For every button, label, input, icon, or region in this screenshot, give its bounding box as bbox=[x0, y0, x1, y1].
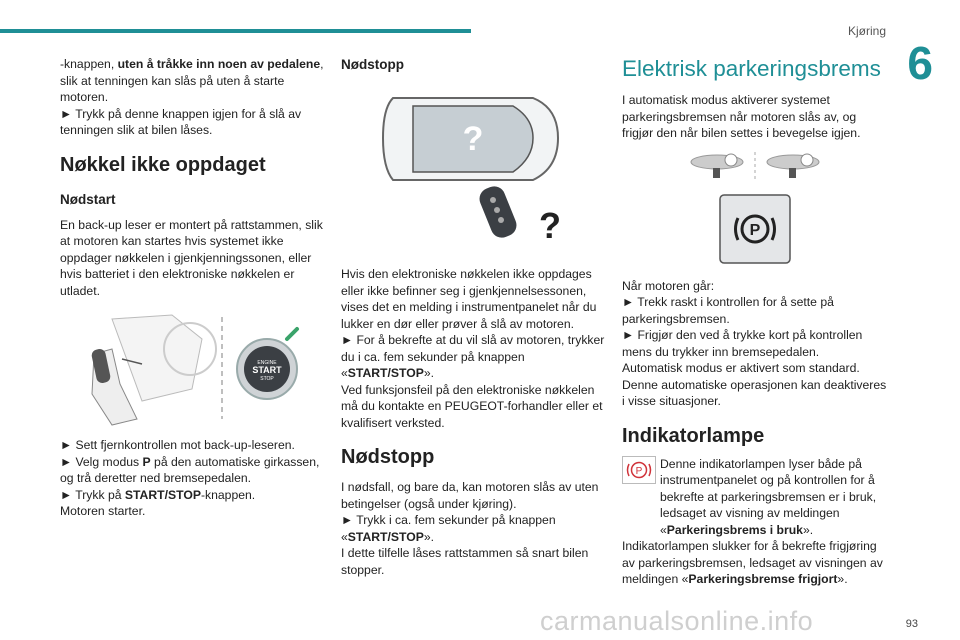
section-heading: Nøkkel ikke oppdaget bbox=[60, 153, 266, 176]
apply-step: ► Trekk raskt i kontrollen for å sette på parkeringsbremsen. bbox=[622, 295, 834, 326]
indicator-off-text: Indikatorlampen slukker for å bekrefte frigjøring av parkeringsbremsen, ledsaget av visningen av meldingen «Parkeringsbremse frigjort». bbox=[622, 539, 883, 586]
steering-lock-paragraph: I dette tilfelle låses rattstammen så snart bilen stopper. bbox=[341, 546, 589, 577]
step-2: ► Velg modus P på den automatiske girkassen, og trå deretter ned bremsepedalen. bbox=[60, 454, 320, 485]
heading-emergency-stop-2: Nødstopp bbox=[341, 446, 435, 468]
backup-reader-paragraph: En back-up leser er montert på rattstammen, slik at motoren kan startes hvis systemet ikke oppdager nøkkelen i gjenkjenningssonen, eller hvis batteriet i den elektroniske nøkkelen er utladet. bbox=[60, 217, 323, 298]
chapter-number: 6 bbox=[907, 37, 933, 89]
watermark: carmanualsonline.info bbox=[540, 606, 814, 636]
parking-brake-button-icon bbox=[719, 194, 791, 264]
key-question-mark: ? bbox=[539, 205, 561, 246]
step-1: ► Sett fjernkontrollen mot back-up-leseren. bbox=[60, 438, 295, 452]
release-step: ► Frigjør den ved å trykke kort på kontrollen mens du trykker inn bremsepedalen. bbox=[622, 328, 863, 359]
result-text: Motoren starter. bbox=[60, 504, 146, 518]
step-3: ► Trykk på START/STOP-knappen. bbox=[60, 487, 256, 502]
header-accent-bar bbox=[0, 29, 471, 33]
emergency-step: ► Trykk i ca. fem sekunder på knappen «START/STOP». bbox=[341, 513, 556, 544]
page-number: 93 bbox=[905, 618, 918, 630]
confirm-stop-step: ► For å bekrefte at du vil slå av motoren, trykker du i ca. fem sekunder på knappen «START/STOP». bbox=[341, 333, 605, 380]
car-key-illustration bbox=[373, 88, 573, 248]
subheading: Nødstart bbox=[60, 191, 116, 207]
indicator-on-text: Denne indikatorlampen lyser både på instrumentpanelet og på kontrollen for å bekrefte at parkeringsbremsen er i bruk, ledsaget av visning av meldingen «Parkeringsbrems i bruk». bbox=[660, 456, 877, 537]
svg-text:P: P bbox=[749, 221, 760, 239]
stop-label: STOP bbox=[260, 376, 274, 382]
automatic-mode-paragraph: I automatisk modus aktiverer systemet parkeringsbremsen når motoren slås av, og frigjør den når bilen settes i bevegelse igjen. bbox=[622, 93, 861, 140]
brake-control-illustration bbox=[685, 150, 825, 184]
deactivation-note: Denne automatiske operasjonen kan deaktiveres i visse situasjoner. bbox=[622, 377, 887, 408]
indicator-heading: Indikatorlampe bbox=[622, 424, 765, 447]
default-mode: Automatisk modus er aktivert som standard. bbox=[622, 361, 860, 375]
column-1 bbox=[60, 56, 324, 520]
key-not-detected-paragraph: Hvis den elektroniske nøkkelen ikke oppdages eller ikke befinner seg i gjenkjennelsessonen, vises det en melding i instrumentpanelet når du lukker en dør eller prøver å slå av motoren. bbox=[341, 267, 597, 331]
engine-label: ENGINE bbox=[257, 360, 277, 366]
svg-text:P: P bbox=[635, 465, 643, 477]
start-label: START bbox=[252, 365, 282, 375]
step-lock: ► Trykk på denne knappen igjen for å slå av tenningen slik at bilen låses. bbox=[60, 106, 302, 137]
malfunction-paragraph: Ved funksjonsfeil på den elektroniske nøkkelen må du kontakte en PEUGEOT-forhandler eller et kvalifisert verksted. bbox=[341, 382, 603, 430]
backup-reader-illustration bbox=[72, 309, 312, 427]
running-title: Kjøring bbox=[847, 24, 886, 38]
emergency-paragraph: I nødsfall, og bare da, kan motoren slås av uten betingelser (også under kjøring). bbox=[341, 480, 599, 511]
indicator-block bbox=[622, 456, 887, 539]
parking-brake-title: Elektrisk parkeringsbrems bbox=[622, 56, 881, 81]
parking-brake-warning-icon bbox=[622, 456, 656, 484]
intro-paragraph: -knappen, uten å tråkke inn noen av pedalene, slik at tenningen kan slås på uten å starte motoren. bbox=[60, 57, 324, 104]
column-2 bbox=[341, 56, 605, 578]
car-question-mark: ? bbox=[462, 120, 484, 158]
heading-emergency-stop: Nødstopp bbox=[341, 57, 404, 72]
column-3 bbox=[622, 56, 887, 588]
when-running: Når motoren går: bbox=[622, 278, 715, 293]
